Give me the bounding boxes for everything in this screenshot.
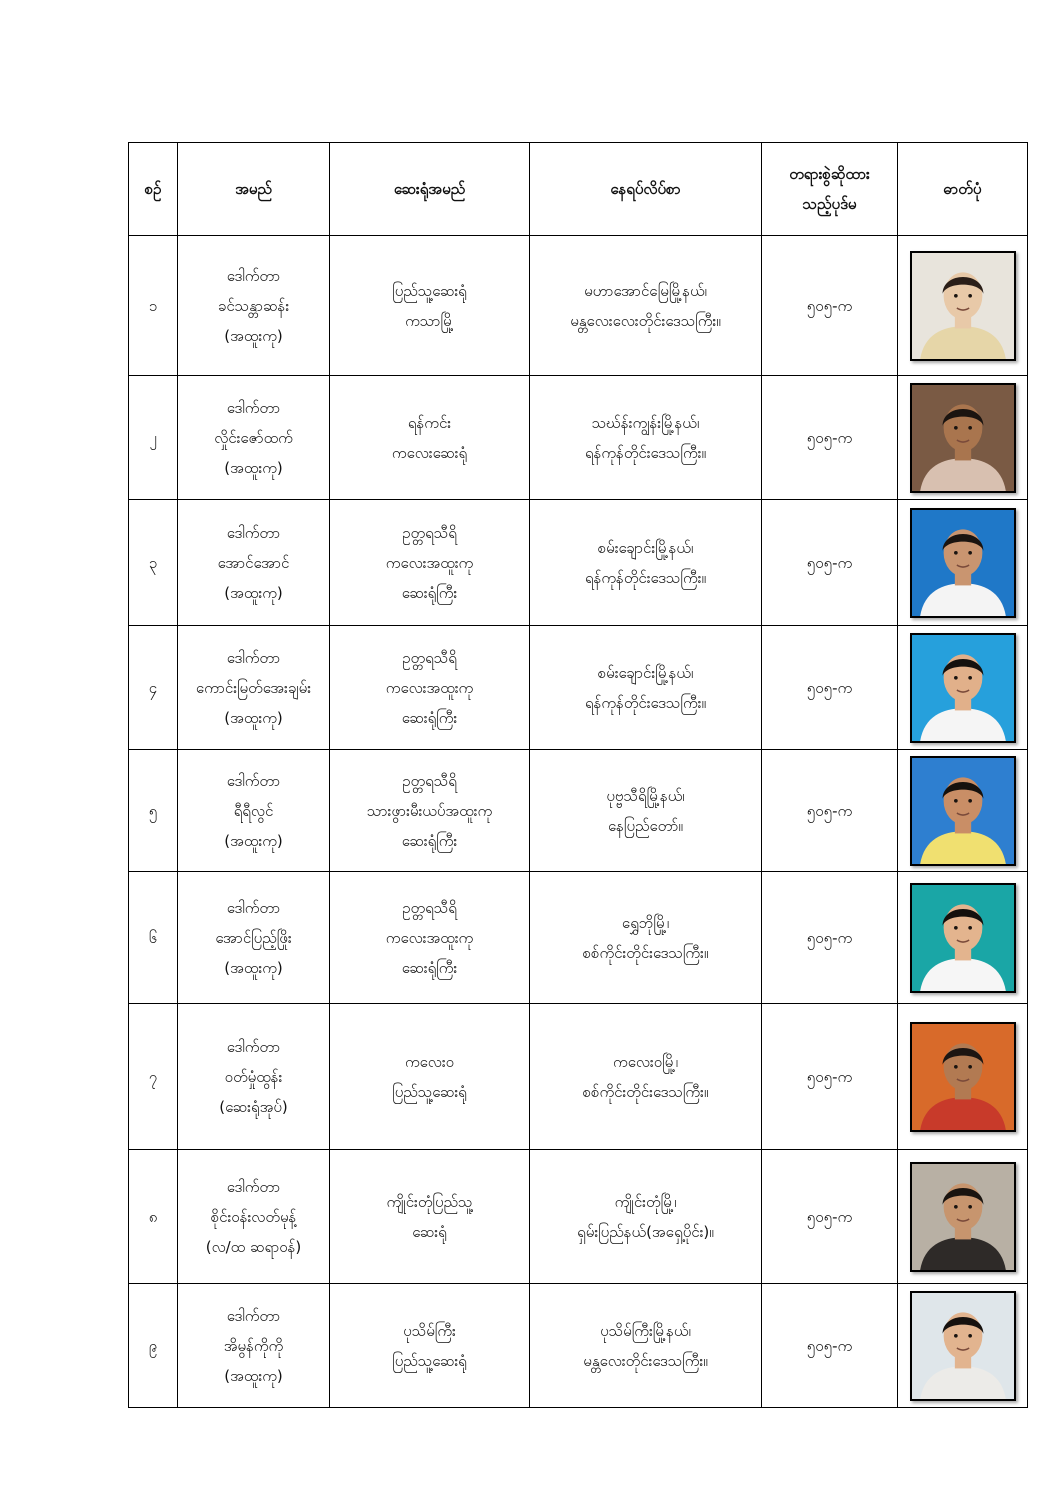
home-address-line: သဃ်န်းကျွန်းမြို့နယ်၊ (591, 413, 700, 432)
hospital-name (330, 872, 530, 1004)
hospital-name-line: ဆေးရုံကြီး (401, 708, 458, 727)
home-address (530, 376, 762, 500)
portrait-photo (910, 1291, 1016, 1401)
doctor-name-line: (လ/ထ ဆရာဝန်) (205, 1237, 302, 1256)
hospital-name (330, 500, 530, 626)
home-address-line: ကလေးဝမြို့၊ (613, 1052, 678, 1071)
charge-section: ၅၀၅-က (762, 1150, 898, 1284)
home-address (530, 236, 762, 376)
hospital-name-line: ကလေးအထူးကု (385, 928, 474, 947)
table-header-row (129, 143, 1028, 236)
charge-section: ၅၀၅-က (762, 1284, 898, 1408)
home-address-line: ရှမ်းပြည်နယ်(အရှေ့ပိုင်း)။ (577, 1222, 714, 1241)
doctor-name-line: ကောင်းမြတ်အေးချမ်း (195, 678, 312, 697)
table-row (129, 1284, 1028, 1408)
doctor-name (178, 376, 330, 500)
table-row (129, 500, 1028, 626)
table-row (129, 376, 1028, 500)
doctor-name-line: (အထူးကု) (224, 583, 283, 602)
table-body (129, 236, 1028, 1408)
doctor-name (178, 872, 330, 1004)
home-address-line: ပုဗ္ဗသီရိမြို့နယ်၊ (606, 786, 685, 805)
doctor-name-line: ဒေါက်တာ (226, 898, 281, 917)
hospital-name (330, 1284, 530, 1408)
home-address (530, 872, 762, 1004)
table-row (129, 872, 1028, 1004)
header-address: နေရပ်လိပ်စာ (530, 143, 762, 236)
home-address-line: ရန်ကုန်တိုင်းဒေသကြီး။ (585, 693, 706, 712)
home-address-line: ကျိုင်းတုံမြို့၊ (614, 1192, 677, 1211)
home-address-line: မဟာအောင်မြေမြို့နယ်၊ (584, 281, 707, 300)
row-number: ၇ (129, 1004, 178, 1150)
header-hospital: ဆေးရုံအမည် (330, 143, 530, 236)
hospital-name-line: ဥတ္တရသီရိ (402, 898, 457, 917)
doctor-name-line: (အထူးကု) (224, 326, 283, 345)
doctor-name-line: အိမွန်ကိုကို (223, 1336, 284, 1355)
doctor-name-line: (အထူးကု) (224, 1366, 283, 1385)
row-number: ၄ (129, 626, 178, 750)
table-row (129, 236, 1028, 376)
photo-cell (898, 376, 1028, 500)
table-row (129, 750, 1028, 872)
doctor-name-line: ဒေါက်တာ (226, 648, 281, 667)
row-number: ၂ (129, 376, 178, 500)
doctor-name (178, 236, 330, 376)
charge-section: ၅၀၅-က (762, 750, 898, 872)
photo-cell (898, 872, 1028, 1004)
doctor-name-line: ဒေါက်တာ (226, 1177, 281, 1196)
hospital-name-line: ဆေးရုံကြီး (401, 831, 458, 850)
hospital-name-line: ကသာမြို့ (405, 311, 454, 330)
charge-section: ၅၀၅-က (762, 1004, 898, 1150)
photo-cell (898, 750, 1028, 872)
hospital-name (330, 750, 530, 872)
doctor-name (178, 1004, 330, 1150)
row-number: ၅ (129, 750, 178, 872)
portrait-photo (910, 756, 1016, 866)
doctor-name-line: (အထူးကု) (224, 958, 283, 977)
doctor-name-line: ဒေါက်တာ (226, 1306, 281, 1325)
doctor-name-line: စိုင်းဝန်းလတ်မုန့် (210, 1207, 297, 1226)
table-row (129, 1004, 1028, 1150)
hospital-name-line: ဥတ္တရသီရိ (402, 648, 457, 667)
portrait-photo (910, 1162, 1016, 1272)
hospital-name-line: ကျိုင်းတုံပြည်သူ့ (386, 1192, 473, 1211)
hospital-name-line: ဆေးရုံကြီး (401, 583, 458, 602)
home-address-line: စမ်းချောင်းမြို့နယ်၊ (597, 663, 694, 682)
photo-cell (898, 500, 1028, 626)
header-photo: ဓာတ်ပုံ (898, 143, 1028, 236)
portrait-photo (910, 1022, 1016, 1132)
doctor-name (178, 626, 330, 750)
header-name: အမည် (178, 143, 330, 236)
charge-section: ၅၀၅-က (762, 500, 898, 626)
header-license-line: တရားစွဲဆိုထား (789, 165, 870, 183)
charge-section: ၅၀၅-က (762, 236, 898, 376)
header-license (762, 143, 898, 236)
hospital-name-line: ကလေးဆေးရုံ (391, 443, 468, 462)
doctor-name-line: အောင်အောင် (217, 553, 290, 572)
hospital-name-line: ဥတ္တရသီရိ (402, 523, 457, 542)
home-address-line: ရွှေဘိုမြို့၊ (621, 913, 670, 932)
home-address-line: စစ်ကိုင်းတိုင်းဒေသကြီး။ (582, 943, 709, 962)
hospital-name-line: ဆေးရုံကြီး (401, 958, 458, 977)
home-address-line: ရန်ကုန်တိုင်းဒေသကြီး။ (585, 568, 706, 587)
home-address-line: စမ်းချောင်းမြို့နယ်၊ (597, 538, 694, 557)
hospital-name-line: ဥတ္တရသီရိ (402, 771, 457, 790)
hospital-name (330, 376, 530, 500)
doctor-name-line: ဒေါက်တာ (226, 398, 281, 417)
charge-section: ၅၀၅-က (762, 872, 898, 1004)
portrait-photo (910, 883, 1016, 993)
hospital-name (330, 236, 530, 376)
photo-cell (898, 1004, 1028, 1150)
doctor-name-line: (အထူးကု) (224, 831, 283, 850)
hospital-name-line: ပြည်သူ့ဆေးရုံ (392, 281, 467, 300)
table-row (129, 1150, 1028, 1284)
home-address-line: စစ်ကိုင်းတိုင်းဒေသကြီး။ (582, 1082, 709, 1101)
hospital-name-line: ရန်ကင်း (407, 413, 452, 432)
doctor-name-line: ဒေါက်တာ (226, 266, 281, 285)
home-address (530, 750, 762, 872)
photo-cell (898, 626, 1028, 750)
home-address (530, 1284, 762, 1408)
doctor-name-line: ခင်သန္တာဆန်း (217, 296, 290, 315)
doctor-name (178, 1284, 330, 1408)
row-number: ၈ (129, 1150, 178, 1284)
header-license-line: သည့်ပုဒ်မ (802, 195, 857, 213)
home-address (530, 626, 762, 750)
doctor-name-line: ဒေါက်တာ (226, 1037, 281, 1056)
hospital-name-line: ကလေးအထူးကု (385, 553, 474, 572)
charge-section: ၅၀၅-က (762, 626, 898, 750)
doctor-name-line: (အထူးကု) (224, 458, 283, 477)
doctor-name-line: (အထူးကု) (224, 708, 283, 727)
row-number: ၉ (129, 1284, 178, 1408)
doctor-name-line: အောင်ပြည့်ဖြိုး (215, 928, 292, 947)
charge-section: ၅၀၅-က (762, 376, 898, 500)
portrait-photo (910, 508, 1016, 618)
hospital-name (330, 1004, 530, 1150)
hospital-name-line: ဆေးရုံ (412, 1222, 447, 1241)
home-address-line: ရန်ကုန်တိုင်းဒေသကြီး။ (585, 443, 706, 462)
doctor-name-line: ရီရီလွင် (233, 801, 274, 820)
photo-cell (898, 1150, 1028, 1284)
row-number: ၃ (129, 500, 178, 626)
portrait-photo (910, 633, 1016, 743)
home-address-line: ပုသိမ်ကြီးမြို့နယ်၊ (600, 1321, 691, 1340)
home-address-line: မန္တလေးတိုင်းဒေသကြီး။ (583, 1351, 708, 1370)
home-address (530, 1004, 762, 1150)
hospital-name (330, 1150, 530, 1284)
doctor-name-line: ဝတ်မှုံထွန်း (224, 1067, 283, 1086)
doctor-name-line: ဒေါက်တာ (226, 771, 281, 790)
home-address (530, 1150, 762, 1284)
portrait-photo (910, 251, 1016, 361)
doctor-name-line: လှိုင်းဇော်ထက် (214, 428, 293, 447)
hospital-name-line: ကလေးဝ (404, 1052, 455, 1071)
hospital-name-line: ပြည်သူ့ဆေးရုံ (392, 1082, 467, 1101)
doctor-name-line: (ဆေးရုံအုပ်) (219, 1097, 288, 1116)
photo-cell (898, 236, 1028, 376)
home-address-line: နေပြည်တော်။ (608, 816, 683, 835)
header-no: စဉ် (129, 143, 178, 236)
hospital-name-line: ကလေးအထူးကု (385, 678, 474, 697)
table-row (129, 626, 1028, 750)
hospital-name (330, 626, 530, 750)
home-address (530, 500, 762, 626)
doctor-name (178, 1150, 330, 1284)
doctor-name (178, 750, 330, 872)
row-number: ၆ (129, 872, 178, 1004)
hospital-name-line: ပုသိမ်ကြီး (403, 1321, 456, 1340)
row-number: ၁ (129, 236, 178, 376)
doctor-roster-table (128, 142, 1028, 1408)
doctor-name (178, 500, 330, 626)
photo-cell (898, 1284, 1028, 1408)
home-address-line: မန္တလေးလေးတိုင်းဒေသကြီး။ (570, 311, 721, 330)
hospital-name-line: ပြည်သူ့ဆေးရုံ (392, 1351, 467, 1370)
portrait-photo (910, 383, 1016, 493)
hospital-name-line: သားဖွားမီးယပ်အထူးကု (366, 801, 493, 820)
doctor-name-line: ဒေါက်တာ (226, 523, 281, 542)
